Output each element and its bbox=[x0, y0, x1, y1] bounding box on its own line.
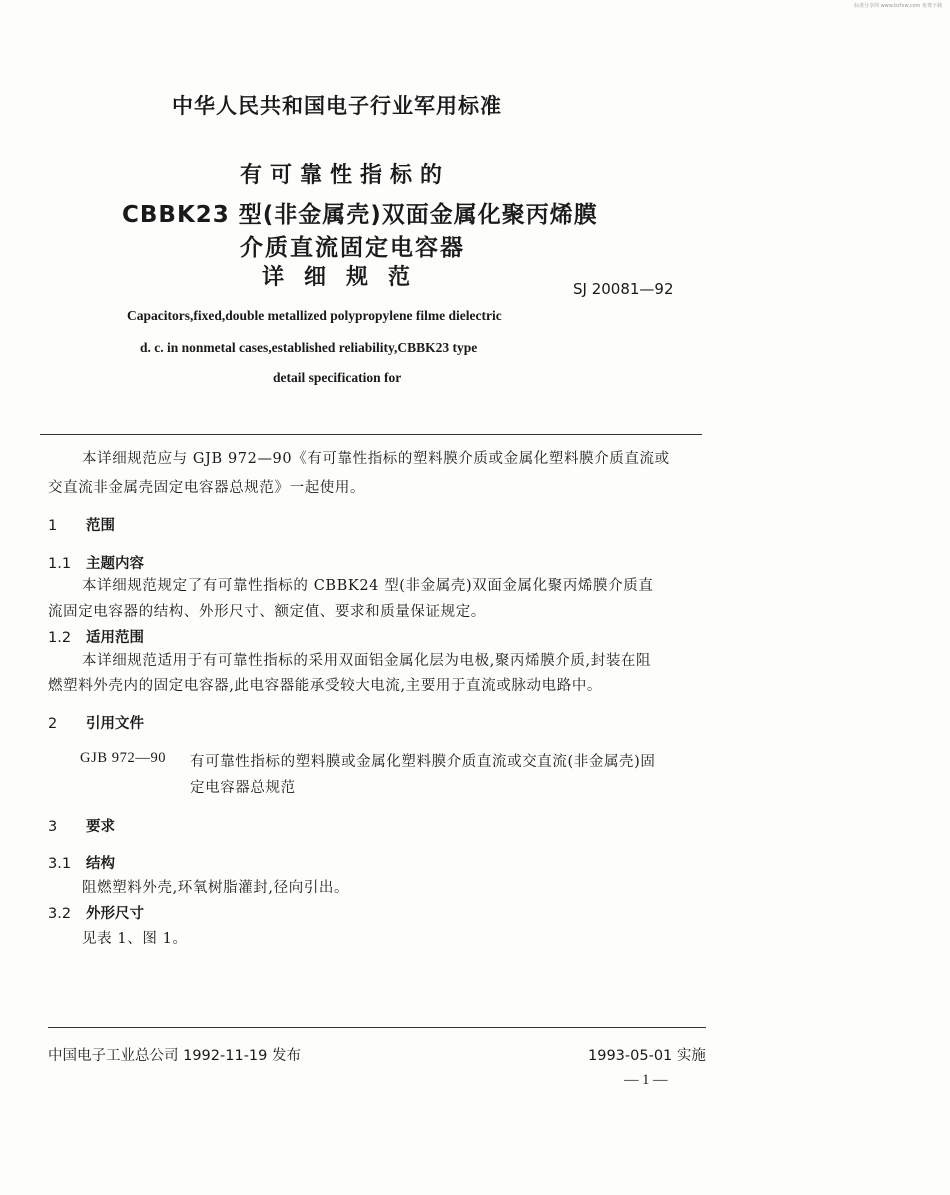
section-number: 3.2 bbox=[48, 906, 72, 922]
section-1-2-line-2: 燃塑料外壳内的固定电容器,此电容器能承受较大电流,主要用于直流或脉动电路中。 bbox=[48, 678, 603, 694]
section-2-heading bbox=[48, 712, 144, 733]
document-title-line-3: 介质直流固定电容器 bbox=[240, 235, 465, 261]
section-title: 适用范围 bbox=[86, 630, 144, 646]
section-number: 1.1 bbox=[48, 556, 72, 572]
section-1-1-line-1: 本详细规范规定了有可靠性指标的 CBBK24 型(非金属壳)双面金属化聚丙烯膜介质直 bbox=[82, 578, 654, 594]
effective-date: 1993-05-01 实施 bbox=[588, 1048, 706, 1064]
section-3-heading bbox=[48, 815, 115, 836]
section-title: 引用文件 bbox=[86, 716, 144, 732]
document-title-line-1: 有可靠性指标的 bbox=[240, 163, 451, 188]
standard-code: SJ 20081—92 bbox=[573, 280, 674, 298]
section-number: 1.2 bbox=[48, 630, 72, 646]
section-title: 要求 bbox=[86, 819, 115, 835]
reference-title-line-2: 定电容器总规范 bbox=[190, 780, 296, 796]
section-3-2-line-1: 见表 1、图 1。 bbox=[82, 931, 188, 947]
section-title: 主题内容 bbox=[86, 556, 144, 572]
english-title-line-2: d. c. in nonmetal cases,established reliability,CBBK23 type bbox=[140, 340, 478, 355]
section-title: 外形尺寸 bbox=[86, 906, 144, 922]
english-title-line-3: detail specification for bbox=[273, 370, 402, 385]
document-title-line-4: 详细规范 bbox=[262, 265, 431, 290]
section-number: 1 bbox=[48, 518, 58, 534]
section-1-1-heading bbox=[48, 552, 144, 573]
section-3-2-heading bbox=[48, 902, 144, 923]
section-3-1-heading bbox=[48, 852, 115, 873]
section-number: 3 bbox=[48, 819, 58, 835]
section-title: 结构 bbox=[86, 856, 115, 872]
section-title: 范围 bbox=[86, 518, 115, 534]
agency-title: 中华人民共和国电子行业军用标准 bbox=[172, 94, 502, 118]
english-title-line-1: Capacitors,fixed,double metallized polypropylene filme dielectric bbox=[127, 308, 502, 323]
document-title-line-2: CBBK23 型(非金属壳)双面金属化聚丙烯膜 bbox=[122, 202, 598, 228]
section-number: 3.1 bbox=[48, 856, 72, 872]
page-number: — 1 — bbox=[624, 1072, 668, 1088]
footer-divider bbox=[48, 1027, 706, 1028]
section-number: 2 bbox=[48, 716, 58, 732]
section-1-heading bbox=[48, 514, 115, 535]
section-1-1-line-2: 流固定电容器的结构、外形尺寸、额定值、要求和质量保证规定。 bbox=[48, 604, 486, 620]
issuer-line: 中国电子工业总公司 1992-11-19 发布 bbox=[48, 1048, 301, 1064]
section-3-1-line-1: 阻燃塑料外壳,环氧树脂灌封,径向引出。 bbox=[82, 880, 350, 896]
intro-line-2: 交直流非金属壳固定电容器总规范》一起使用。 bbox=[48, 480, 366, 496]
reference-title-line-1: 有可靠性指标的塑料膜或金属化塑料膜介质直流或交直流(非金属壳)固 bbox=[190, 754, 656, 770]
reference-code: GJB 972—90 bbox=[80, 750, 167, 766]
section-1-2-line-1: 本详细规范适用于有可靠性指标的采用双面铝金属化层为电极,聚丙烯膜介质,封装在阻 bbox=[82, 653, 652, 669]
watermark: 标准分享网 www.bzfxw.com 免费下载 bbox=[854, 3, 942, 9]
intro-line-1: 本详细规范应与 GJB 972—90《有可靠性指标的塑料膜介质或金属化塑料膜介质直流或 bbox=[82, 451, 670, 467]
section-1-2-heading bbox=[48, 626, 144, 647]
header-divider bbox=[40, 434, 702, 435]
